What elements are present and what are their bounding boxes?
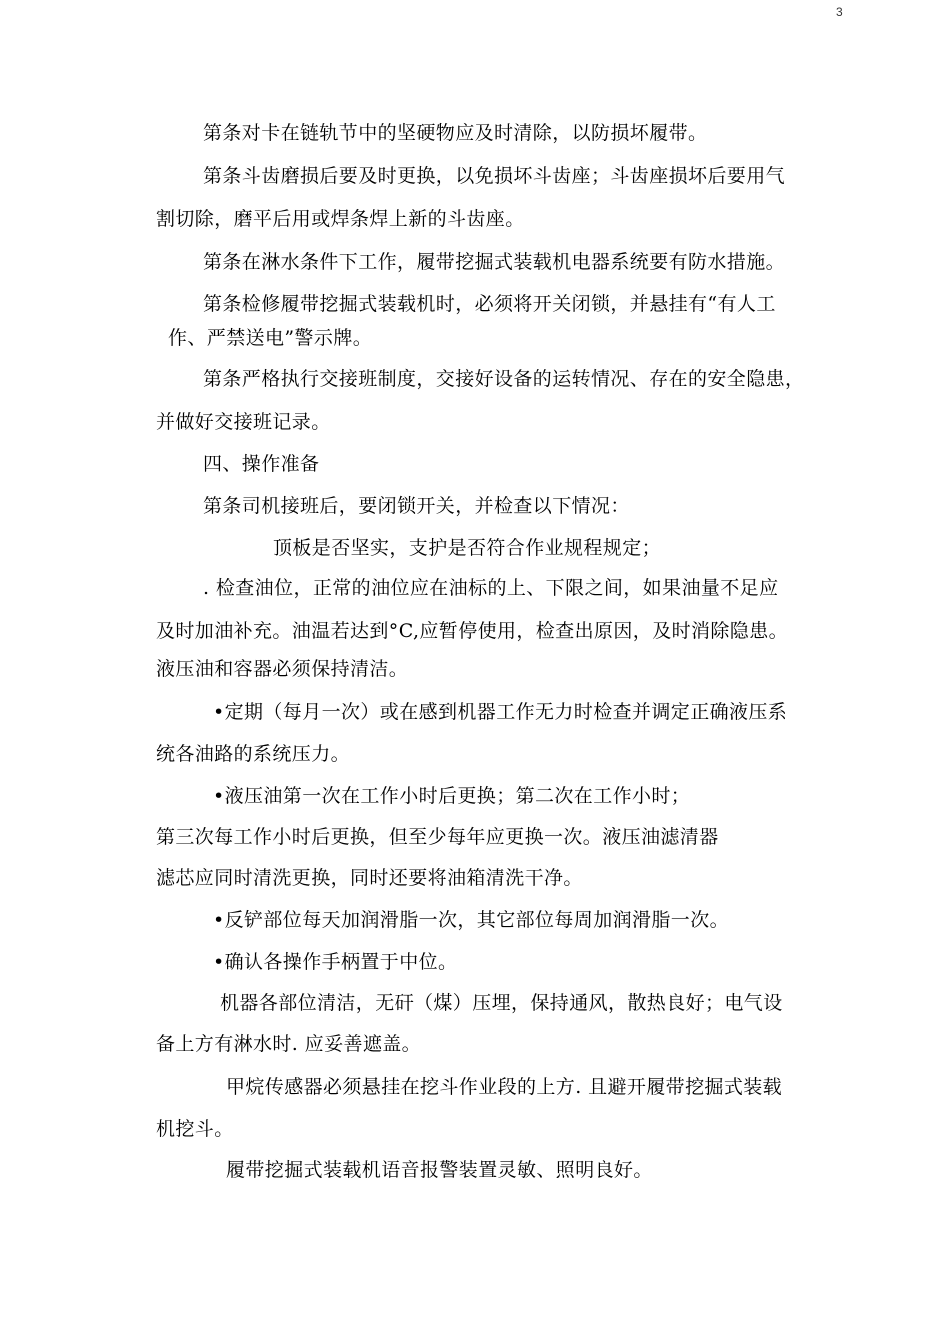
text-line: 备上方有淋水时. 应妥善遮盖。 <box>156 1033 422 1055</box>
bullet-item: •确认各操作手柄置于中位。 <box>213 951 458 973</box>
page-number: 3 <box>836 5 843 19</box>
text-line: 统各油路的系统压力。 <box>156 743 351 765</box>
text-line: 割切除，磨平后用或焊条焊上新的斗齿座。 <box>156 208 525 230</box>
text-line: . 检查油位，正常的油位应在油标的上、下限之间，如果油量不足应 <box>203 577 779 599</box>
section-heading: 四、操作准备 <box>203 453 320 475</box>
text-line: 滤芯应同时清洗更换，同时还要将油箱清洗干净。 <box>156 867 583 889</box>
text-line: 第条严格执行交接班制度，交接好设备的运转情况、存在的安全隐患， <box>203 368 805 390</box>
text-line: 顶板是否坚实，支护是否符合作业规程规定； <box>273 537 662 559</box>
text-line: 并做好交接班记录。 <box>156 411 331 433</box>
text-line: 第条斗齿磨损后要及时更换，以免损坏斗齿座；斗齿座损坏后要用气 <box>203 165 786 187</box>
text-line: 作、严禁送电”警示牌。 <box>168 327 373 349</box>
bullet-item: •液压油第一次在工作小时后更换；第二次在工作小时； <box>213 785 691 807</box>
bullet-item: •反铲部位每天加润滑脂一次，其它部位每周加润滑脂一次。 <box>213 909 730 931</box>
bullet-item: •定期（每月一次）或在感到机器工作无力时检查并调定正确液压系 <box>213 701 788 723</box>
text-line: 液压油和容器必须保持清洁。 <box>156 658 409 680</box>
text-line: 第条检修履带挖掘式装载机时，必须将开关闭锁，并悬挂有“有人工 <box>203 293 776 315</box>
text-line: 及时加油补充。油温若达到°C,应暂停使用，检查出原因，及时消除隐患。 <box>156 620 789 642</box>
text-line: 第条司机接班后，要闭锁开关，并检查以下情况： <box>203 495 630 517</box>
text-line: 第条对卡在链轨节中的坚硬物应及时清除，以防损坏履带。 <box>203 122 708 144</box>
text-line: 机挖斗。 <box>156 1118 234 1140</box>
text-line: 第条在淋水条件下工作，履带挖掘式装载机电器系统要有防水措施。 <box>203 251 786 273</box>
text-line: 机器各部位清洁，无矸（煤）压埋，保持通风，散热良好；电气设 <box>220 992 783 1014</box>
text-line: 第三次每工作小时后更换，但至少每年应更换一次。液压油滤清器 <box>156 826 719 848</box>
text-line: 履带挖掘式装载机语音报警装置灵敏、照明良好。 <box>226 1159 653 1181</box>
text-line: 甲烷传感器必须悬挂在挖斗作业段的上方. 且避开履带挖掘式装载 <box>226 1076 783 1098</box>
